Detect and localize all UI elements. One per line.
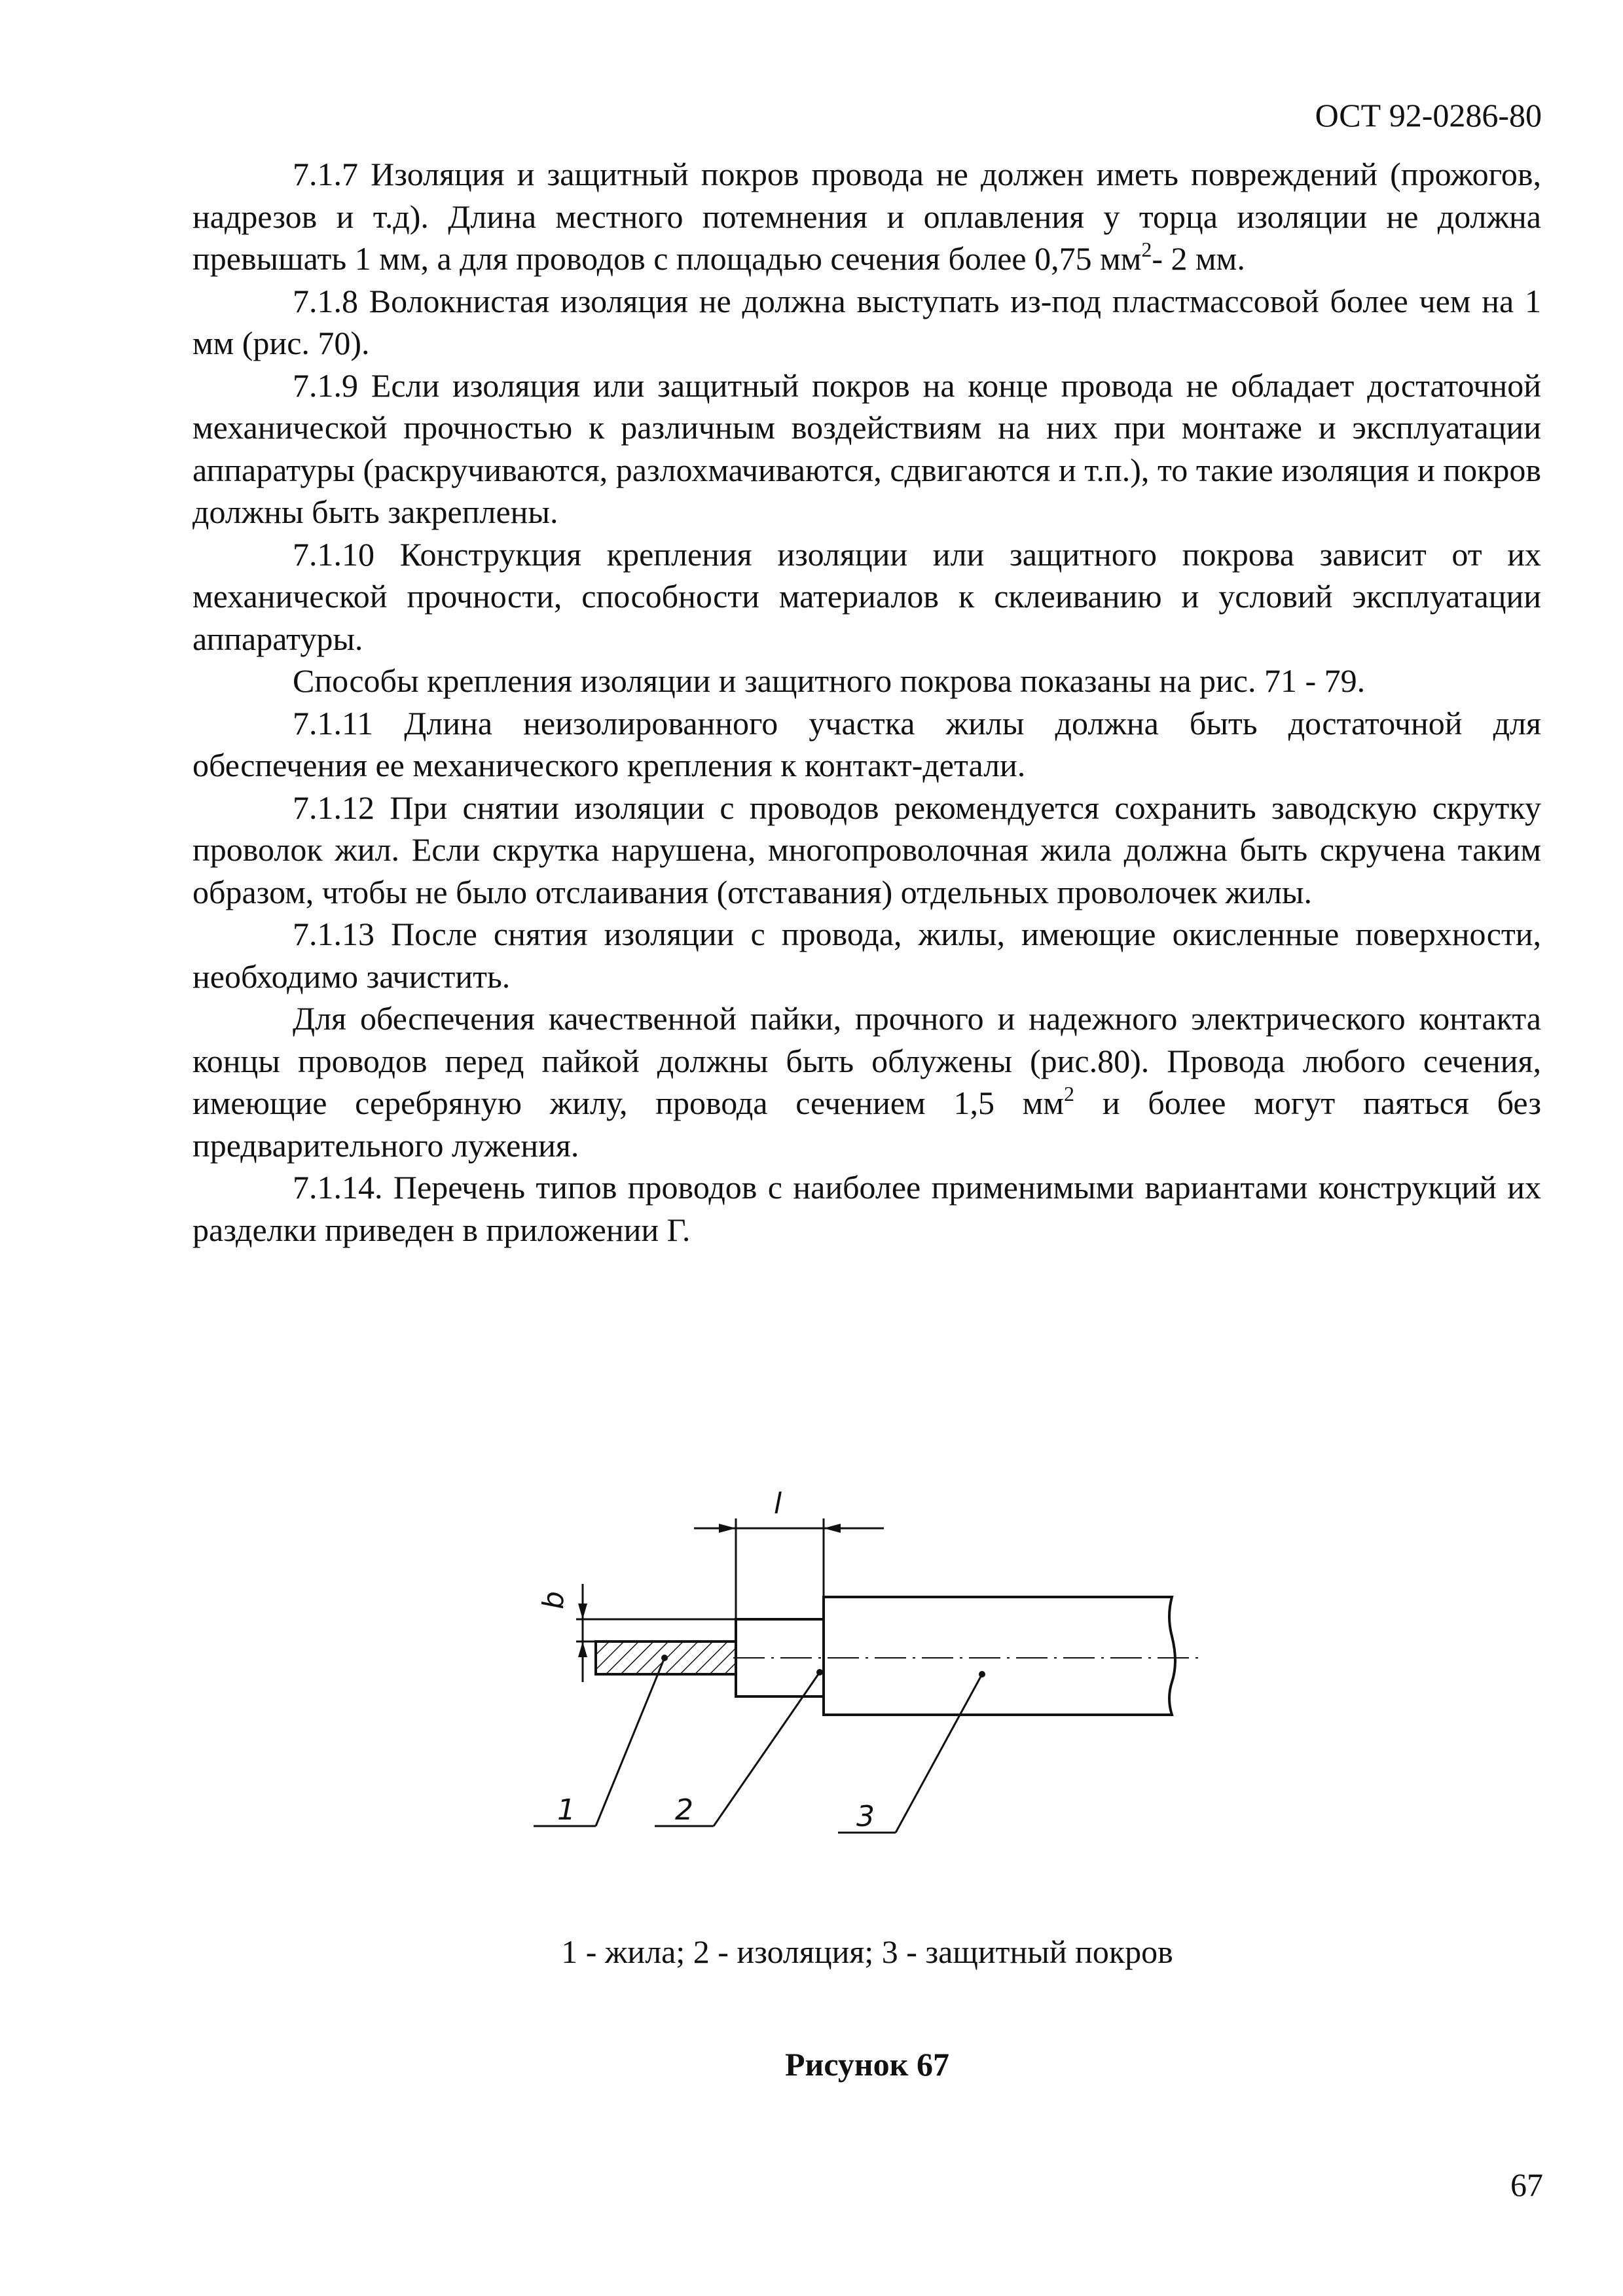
document-code: ОСТ 92-0286-80 (1315, 97, 1542, 134)
paragraph-7-1-12: 7.1.12 При снятии изоляции с проводов рекомендуется сохранить заводскую скрутку проволок жил. Если скрутка нарушена, многопроволочная жила должна быть скручена таким образом, чтобы не было отслаивания (отставания) отдельных проволочек жилы. (192, 789, 1541, 910)
paragraph-7-1-9: 7.1.9 Если изоляция или защитный покров на конце провода не обладает достаточной механической прочностью к различным воздействиям на них при монтаже и эксплуатации аппаратуры (раскручиваются, разлохмачиваются, сдвигаются и т.п.), то такие изоляция и покров должны быть закреплены. (192, 367, 1541, 530)
paragraph-7-1-11: 7.1.11 Длина неизолированного участка жилы должна быть достаточной для обеспечения ее механического крепления к контакт-детали. (192, 704, 1541, 783)
superscript: 2 (1064, 1082, 1075, 1105)
leader-1 (596, 1658, 665, 1826)
paragraph-fastening-methods: Способы крепления изоляции и защитного покрова показаны на рис. 71 - 79. (293, 662, 1366, 699)
figure-title: Рисунок 67 (784, 2046, 949, 2083)
paragraph-7-1-10: 7.1.10 Конструкция крепления изоляции или защитного покрова зависит от их механической прочности, способности материалов к склеиванию и условий эксплуатации аппаратуры. (192, 535, 1541, 657)
callout-3: 3 (856, 1800, 875, 1833)
protective-cover (824, 1597, 1175, 1715)
figure-caption: 1 - жила; 2 - изоляция; 3 - защитный покров (561, 1933, 1173, 1970)
wire-diagram (498, 1486, 1231, 1865)
callout-1: 1 (557, 1793, 575, 1827)
paragraph-7-1-14: 7.1.14. Перечень типов проводов с наиболее применимыми вариантами конструкций их разделки приведен в приложении Г. (192, 1169, 1541, 1248)
paragraph-tinning: Для обеспечения качественной пайки, прочного и надежного электрического контакта концы проводов перед пайкой должны быть облужены (рис.80). Провода любого сечения, имеющие серебряную жилу, провода сечением 1,5 $мм^2$ и более могут паяться без предварительного лужения. (192, 1000, 1541, 1164)
paragraph-7-1-7: 7.1.7 Изоляция и защитный покров провода не должен иметь повреждений (прожогов, надрезов и т.д). Длина местного потемнения и оплавления у торца изоляции не должна превышать 1 мм, а для проводов с площадью сечения более 0,75 $мм^2-$ 2 мм. (192, 156, 1541, 277)
page-number: 67 (1510, 2166, 1543, 2203)
paragraph-7-1-8: 7.1.8 Волокнистая изоляция не должна выступать из-под пластмассовой более чем на 1 мм (рис. 70). (192, 282, 1541, 361)
callout-2: 2 (675, 1793, 693, 1827)
dimension-label-b: b (537, 1591, 570, 1609)
paragraph-7-1-13: 7.1.13 После снятия изоляции с провода, жилы, имеющие окисленные поверхности, необходимо зачистить. (192, 916, 1541, 995)
body-text (192, 153, 1541, 1251)
dimension-label-l: l (773, 1487, 782, 1520)
superscript: 2 (1141, 238, 1152, 261)
